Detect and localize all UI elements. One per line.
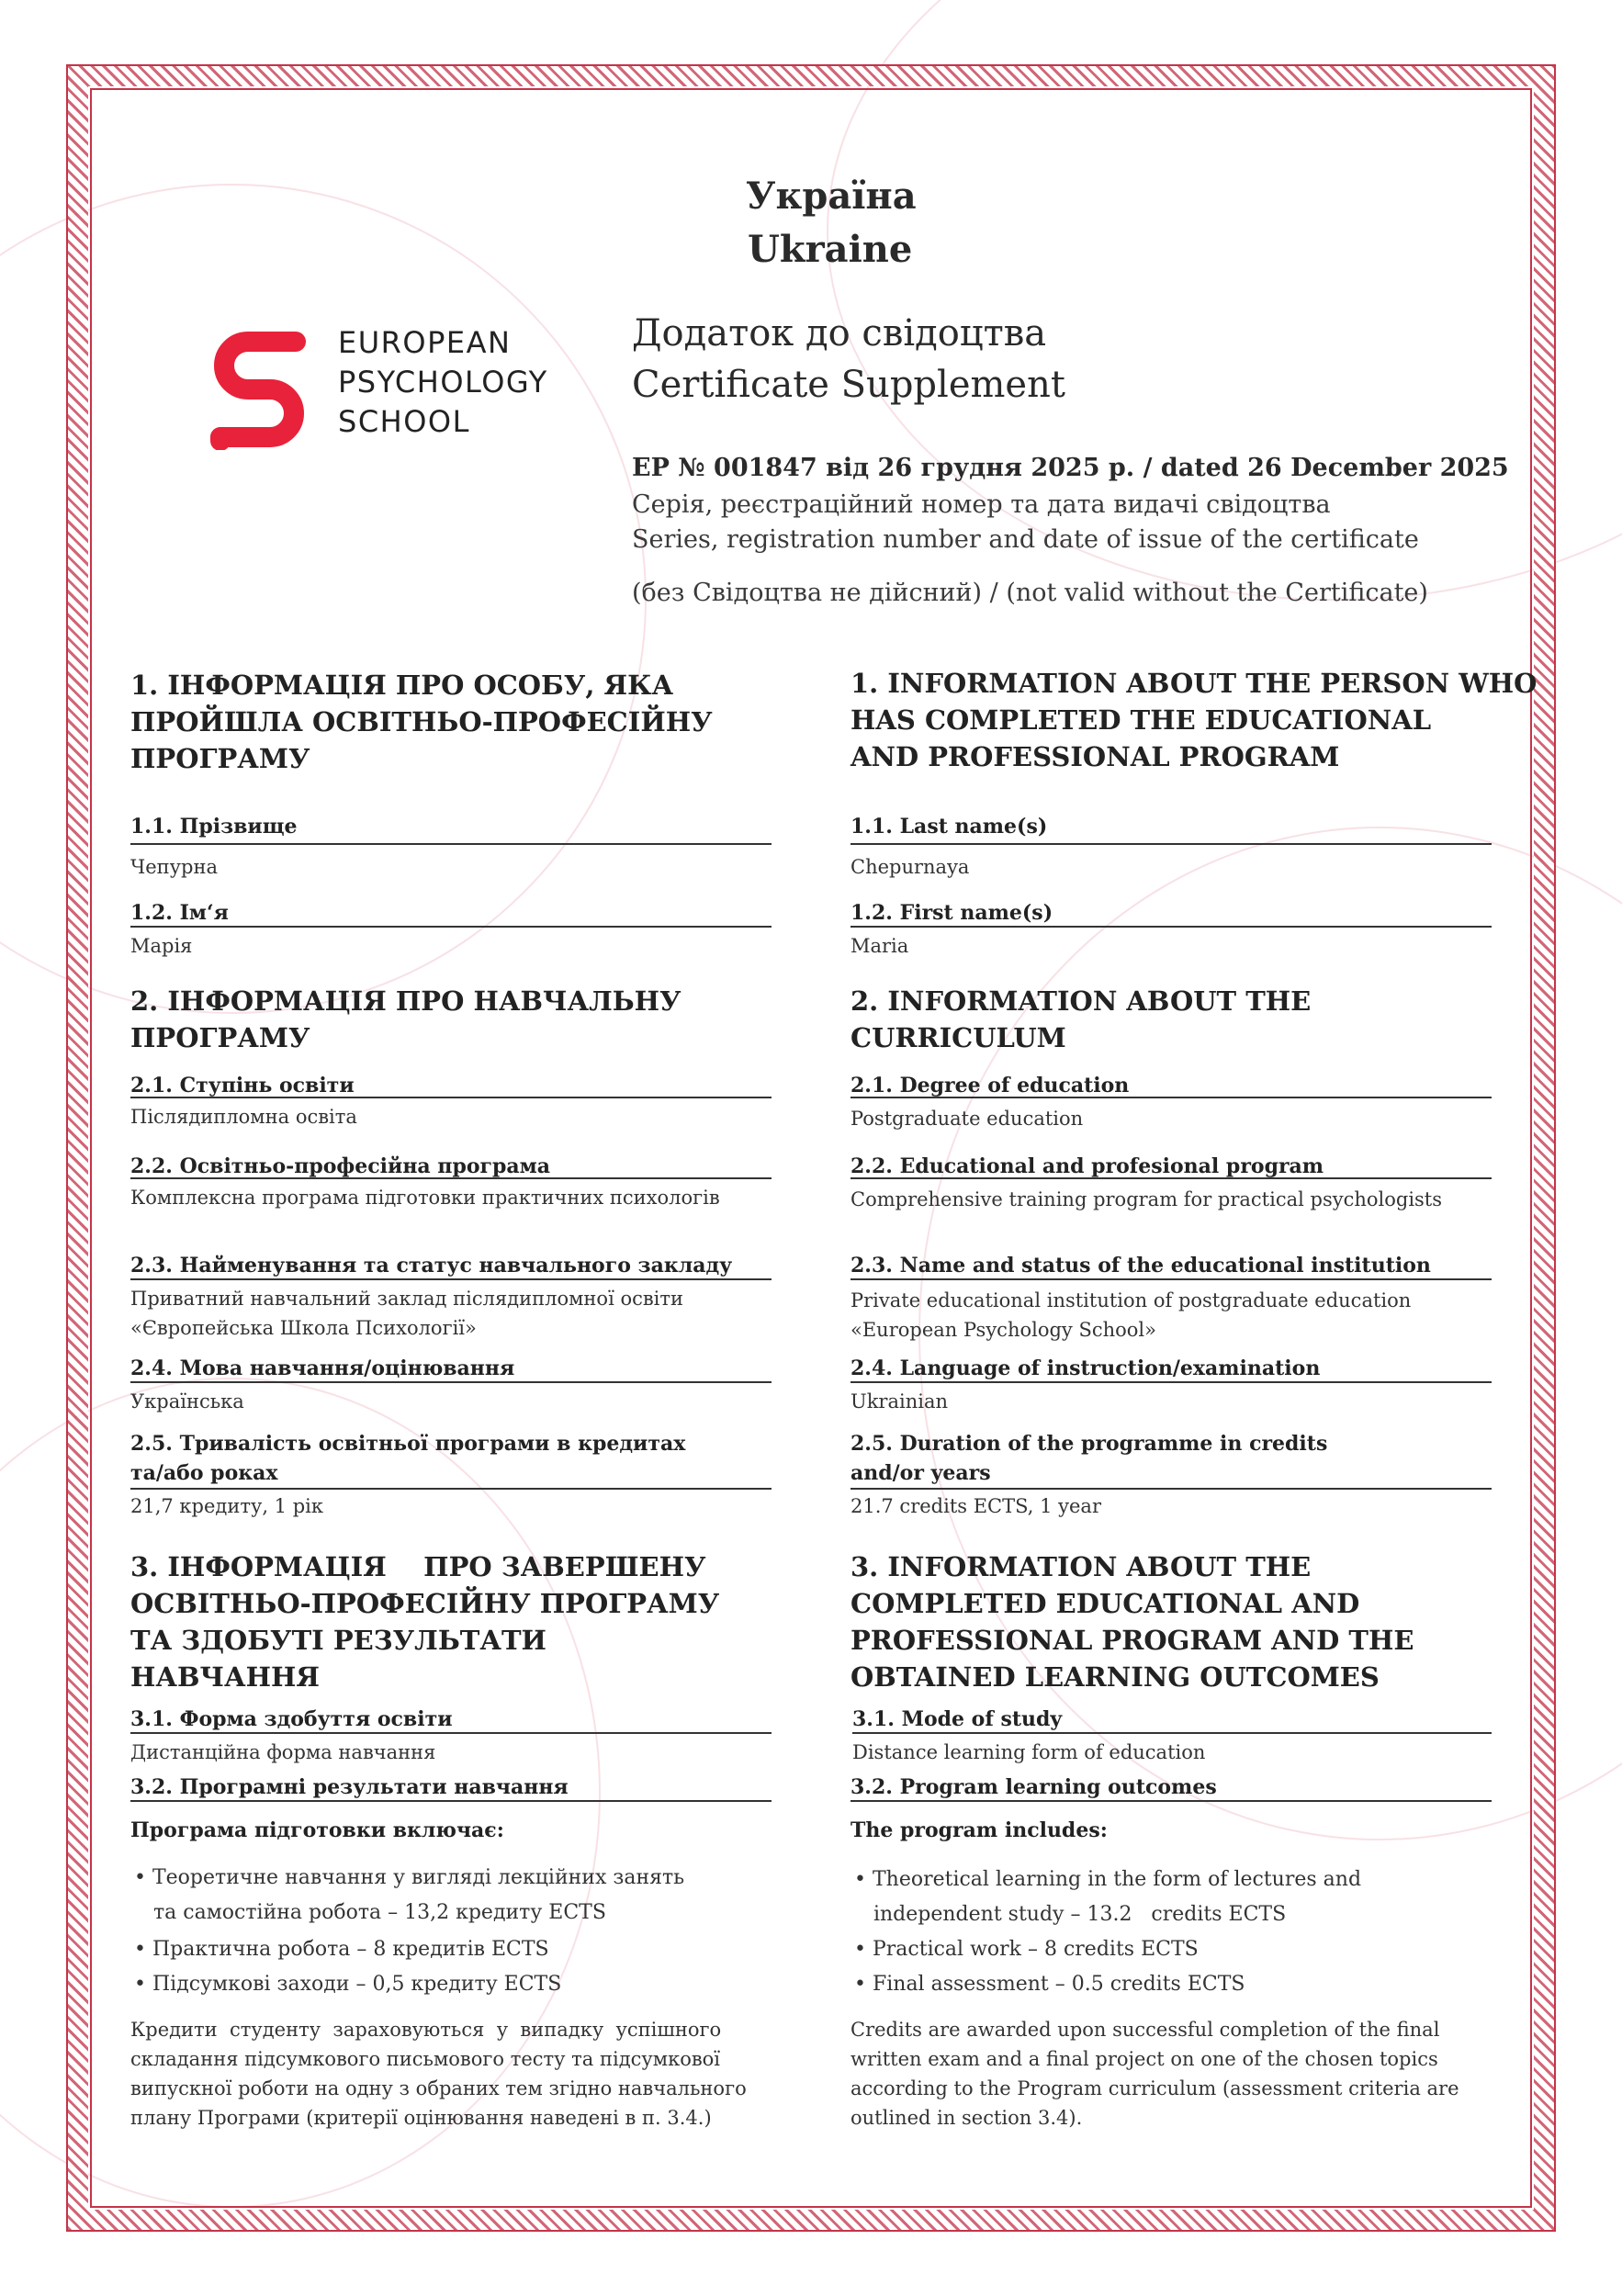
left-f12-value: Марія — [130, 935, 193, 957]
left-f31-value: Дистанційна форма навчання — [130, 1741, 436, 1763]
right-f21-value: Postgraduate education — [850, 1108, 1084, 1130]
country-uk: Україна — [746, 174, 917, 218]
right-f23-label: 2.3. Name and status of the educational institution — [850, 1254, 1431, 1277]
left-section1-title — [130, 667, 713, 777]
left-program-intro: Програма підготовки включає: — [130, 1818, 504, 1842]
left-bullet: • Теоретичне навчання у вигляді лекційних занять — [134, 1866, 685, 1889]
right-f21-label: 2.1. Degree of education — [850, 1074, 1130, 1097]
validity-note: (без Свідоцтва не дійсний) / (not valid without the Certificate) — [632, 579, 1428, 607]
right-section3-title-line: 3. INFORMATION ABOUT THE — [850, 1551, 1312, 1582]
right-section3-title-line: PROFESSIONAL PROGRAM AND THE — [850, 1625, 1414, 1656]
left-f25-label-2: та/або роках — [130, 1461, 278, 1485]
right-f24-line — [850, 1381, 1492, 1383]
left-section3-title-line: 3. ІНФОРМАЦІЯ ПРО ЗАВЕРШЕНУ — [130, 1551, 706, 1582]
right-bullet: • Final assessment – 0.5 credits ECTS — [854, 1973, 1245, 1996]
left-section3-title-line: ОСВІТНЬО-ПРОФЕСІЙНУ ПРОГРАМУ — [130, 1588, 720, 1619]
left-f11-label: 1.1. Прізвище — [130, 815, 298, 838]
right-bullet: • Practical work – 8 credits ECTS — [854, 1938, 1199, 1961]
left-section2-title — [130, 983, 681, 1056]
left-f21-label: 2.1. Ступінь освіти — [130, 1074, 355, 1097]
right-f21-line — [850, 1097, 1492, 1098]
right-section3-title — [850, 1548, 1414, 1695]
left-f24-label: 2.4. Мова навчання/оцінювання — [130, 1356, 515, 1380]
logo-text — [338, 323, 548, 442]
right-f31-value: Distance learning form of education — [852, 1741, 1206, 1763]
title-en: Certificate Supplement — [632, 364, 1065, 406]
right-section1-title-line: 1. INFORMATION ABOUT THE PERSON WHO — [850, 668, 1538, 699]
right-section1-title-line: AND PROFESSIONAL PROGRAM — [850, 741, 1340, 772]
left-f23-value-1: Приватний навчальний заклад післядипломної освіти — [130, 1288, 684, 1310]
left-f25-value: 21,7 кредиту, 1 рік — [130, 1495, 323, 1517]
left-f21-line — [130, 1097, 772, 1098]
right-f25-line — [850, 1488, 1492, 1490]
right-f25-label-1: 2.5. Duration of the programme in credits — [850, 1432, 1328, 1456]
left-section3-title — [130, 1548, 719, 1695]
right-section3-title-line: COMPLETED EDUCATIONAL AND — [850, 1588, 1360, 1619]
left-section3-title-line: НАВЧАННЯ — [130, 1661, 321, 1693]
right-section1-title-line: HAS COMPLETED THE EDUCATIONAL — [850, 704, 1432, 736]
left-section2-title-line: 2. ІНФОРМАЦІЯ ПРО НАВЧАЛЬНУ — [130, 985, 681, 1017]
right-paragraph-line: according to the Program curriculum (assessment criteria are — [850, 2077, 1459, 2099]
logo-line-2: PSYCHOLOGY — [338, 365, 548, 400]
right-f25-label-2: and/or years — [850, 1461, 991, 1485]
left-f23-line — [130, 1278, 772, 1280]
eps-logo-icon — [204, 321, 314, 450]
left-f23-value-2: «Європейська Школа Психології» — [130, 1317, 477, 1339]
left-bullet: та самостійна робота – 13,2 кредиту ECTS — [134, 1901, 606, 1924]
left-paragraph-line: Кредити студенту зараховуються у випадку успішного — [130, 2019, 722, 2041]
left-f31-line — [130, 1732, 772, 1734]
right-bullet: • Theoretical learning in the form of lectures and — [854, 1868, 1362, 1891]
logo-line-1: EUROPEAN — [338, 325, 512, 360]
left-f24-line — [130, 1381, 772, 1383]
left-bullet: • Практична робота – 8 кредитів ECTS — [134, 1938, 549, 1961]
right-f25-value: 21.7 credits ECTS, 1 year — [850, 1495, 1101, 1517]
left-f11-value: Чепурна — [130, 856, 218, 878]
right-f11-label: 1.1. Last name(s) — [850, 815, 1048, 838]
right-section2-title-line: 2. INFORMATION ABOUT THE — [850, 985, 1312, 1017]
country-en: Ukraine — [748, 228, 913, 271]
right-f11-line — [850, 843, 1492, 845]
left-f32-label: 3.2. Програмні результати навчання — [130, 1775, 569, 1799]
left-section1-title-line: ПРОЙШЛА ОСВІТНЬО-ПРОФЕСІЙНУ — [130, 706, 713, 737]
right-f23-line — [850, 1278, 1492, 1280]
right-f12-label: 1.2. First name(s) — [850, 901, 1053, 925]
left-paragraph-line: плану Програми (критерії оцінювання наведені в п. 3.4.) — [130, 2107, 712, 2129]
right-f23-value-2: «European Psychology School» — [850, 1319, 1156, 1341]
right-f12-line — [850, 926, 1492, 928]
left-f25-label-1: 2.5. Тривалість освітньої програми в кредитах — [130, 1432, 686, 1456]
left-f22-line — [130, 1177, 772, 1179]
right-f31-label: 3.1. Mode of study — [852, 1707, 1063, 1731]
right-f22-value: Comprehensive training program for practical psychologists — [850, 1188, 1443, 1210]
right-f31-line — [852, 1732, 1492, 1734]
series-caption-en: Series, registration number and date of issue of the certificate — [632, 525, 1419, 554]
left-section1-title-line: ПРОГРАМУ — [130, 743, 310, 774]
left-f32-line — [130, 1800, 772, 1802]
right-f12-value: Maria — [850, 935, 909, 957]
left-section1-title-line: 1. ІНФОРМАЦІЯ ПРО ОСОБУ, ЯКА — [130, 670, 674, 701]
left-credits-paragraph — [130, 2015, 747, 2133]
right-program-intro: The program includes: — [850, 1818, 1108, 1842]
left-section2-title-line: ПРОГРАМУ — [130, 1022, 310, 1053]
left-bullet: • Підсумкові заходи – 0,5 кредиту ECTS — [134, 1973, 562, 1996]
left-f22-value: Комплексна програма підготовки практичних психологів — [130, 1187, 720, 1209]
right-section2-title — [850, 983, 1311, 1056]
right-f24-label: 2.4. Language of instruction/examination — [850, 1356, 1321, 1380]
right-f32-label: 3.2. Program learning outcomes — [850, 1775, 1217, 1799]
right-f24-value: Ukrainian — [850, 1390, 948, 1412]
left-f12-label: 1.2. Ім‘я — [130, 901, 229, 925]
right-section2-title-line: CURRICULUM — [850, 1022, 1066, 1053]
left-section3-title-line: ТА ЗДОБУТІ РЕЗУЛЬТАТИ — [130, 1625, 546, 1656]
right-credits-paragraph — [850, 2015, 1459, 2133]
left-paragraph-line: складання підсумкового письмового тесту та підсумкової — [130, 2048, 721, 2070]
left-f23-label: 2.3. Найменування та статус навчального закладу — [130, 1254, 733, 1277]
right-paragraph-line: written exam and a final project on one of the chosen topics — [850, 2048, 1438, 2070]
left-f21-value: Післядипломна освіта — [130, 1106, 357, 1128]
logo-line-3: SCHOOL — [338, 404, 470, 439]
left-f22-label: 2.2. Освітньо-професійна програма — [130, 1154, 550, 1178]
left-f12-line — [130, 926, 772, 928]
left-f31-label: 3.1. Форма здобуття освіти — [130, 1707, 453, 1731]
right-paragraph-line: Credits are awarded upon successful completion of the final — [850, 2019, 1440, 2041]
left-f11-line — [130, 843, 772, 845]
series-number-line: ЕР № 001847 від 26 грудня 2025 р. / dated 26 December 2025 — [632, 454, 1509, 482]
title-uk: Додаток до свідоцтва — [632, 312, 1047, 355]
series-caption-uk: Серія, реєстраційний номер та дата видачі свідоцтва — [632, 490, 1331, 519]
right-f22-line — [850, 1177, 1492, 1179]
left-f24-value: Українська — [130, 1390, 244, 1412]
right-bullet: independent study – 13.2 credits ECTS — [854, 1903, 1287, 1926]
left-f25-line — [130, 1488, 772, 1490]
left-paragraph-line: випускної роботи на одну з обраних тем згідно навчального — [130, 2077, 747, 2099]
right-f22-label: 2.2. Educational and profesional program — [850, 1154, 1324, 1178]
right-paragraph-line: outlined in section 3.4). — [850, 2107, 1083, 2129]
right-f32-line — [850, 1800, 1492, 1802]
right-f11-value: Chepurnaya — [850, 856, 970, 878]
right-f23-value-1: Private educational institution of postgraduate education — [850, 1289, 1412, 1311]
right-section1-title — [850, 665, 1537, 775]
right-section3-title-line: OBTAINED LEARNING OUTCOMES — [850, 1661, 1380, 1693]
